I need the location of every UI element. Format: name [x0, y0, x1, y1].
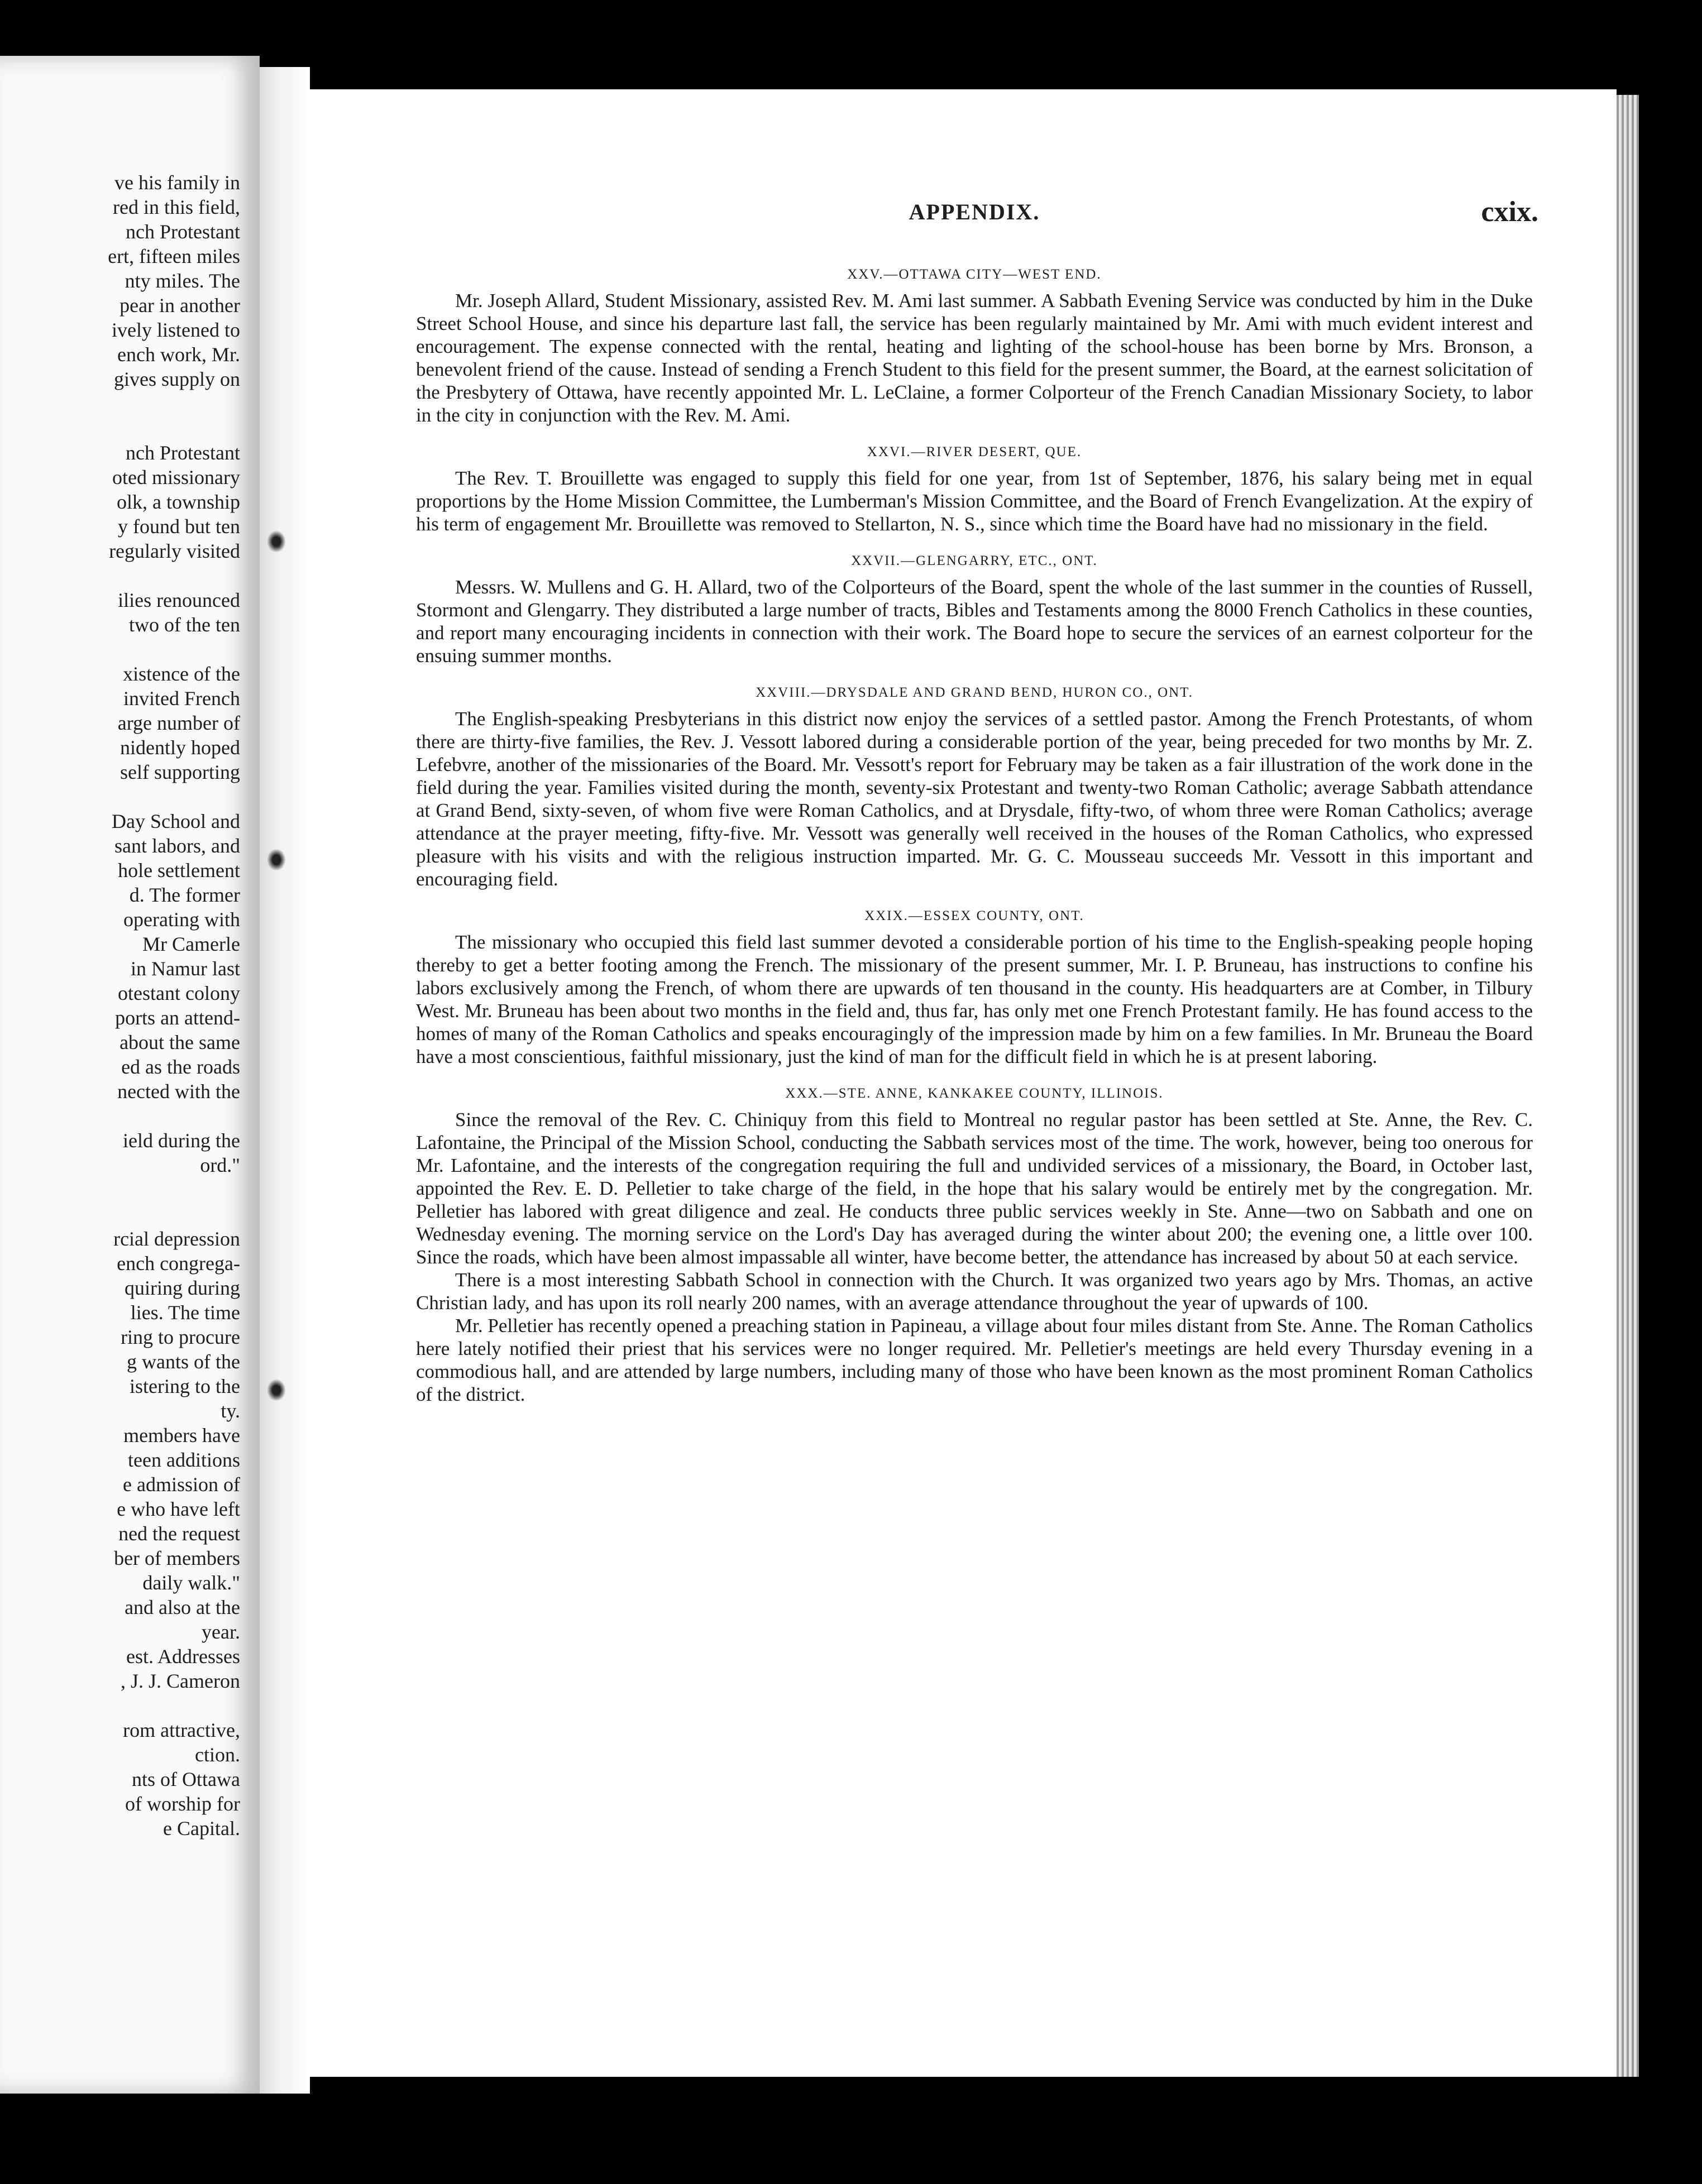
section-heading: XXVI.—RIVER DESERT, QUE. [867, 444, 1082, 459]
facing-page-line: oted missionary [112, 466, 240, 488]
facing-page-line: pear in another [119, 294, 240, 317]
facing-page-line: gives supply on [113, 368, 240, 390]
facing-page-line: ench congrega- [117, 1252, 240, 1275]
binding-hole [267, 849, 286, 871]
section-heading: XXX.—STE. ANNE, KANKAKEE COUNTY, ILLINOIS. [785, 1086, 1164, 1101]
facing-page-line: ty. [221, 1400, 240, 1422]
facing-page-line: e admission of [123, 1473, 240, 1496]
facing-page-gap [0, 391, 246, 416]
facing-page-line: sant labors, and [114, 835, 240, 857]
facing-page-line: ned the request [118, 1522, 240, 1545]
facing-page-line: invited French [123, 687, 240, 710]
facing-page-line: e who have left [117, 1498, 240, 1520]
facing-page-line: year. [202, 1621, 240, 1643]
binding-hole [267, 1379, 286, 1401]
facing-page-line: olk, a township [117, 491, 240, 513]
facing-page-line: e Capital. [163, 1817, 240, 1840]
page-edges [1617, 95, 1639, 2077]
section-paragraph: There is a most interesting Sabbath School in connection with the Church. It was organized two years ago by Mrs. Thomas, an active Christian lady, and has upon its roll nearly 200 names, with an average attendance throughout the year of upwards of 100. [416, 1269, 1533, 1314]
section-paragraph: Since the removal of the Rev. C. Chiniquy from this field to Montreal no regular pastor has been settled at Ste. Anne, the Rev. C. Lafontaine, the Principal of the Mission School, conducting the Sabbath services most of the time. The work, however, being too onerous for Mr. Lafontaine, and the interests of the congregation requiring the full and undivided services of a missionary, the Board, in October last, appointed the Rev. E. D. Pelletier to take charge of the field, in the hope that his salary would be entirely met by the congregation. Mr. Pelletier has labored with great diligence and zeal. He conducts three public services weekly in Ste. Anne—two on Sabbath and one on Wednesday evening. The morning service on the Lord's Day has averaged during the winter about 200; the evening one, a little over 100. Since the roads, which have been almost impassable all winter, have become better, the attendance has increased by about 50 at each service. [416, 1109, 1533, 1268]
facing-page-line: ed as the roads [121, 1056, 240, 1078]
facing-page-gap [0, 784, 246, 809]
facing-page-line: ively listened to [112, 319, 240, 341]
facing-page-line: g wants of the [127, 1350, 240, 1373]
facing-page-line: Mr Camerle [142, 933, 240, 955]
facing-page-line: Day School and [112, 810, 240, 832]
facing-page-line: rom attractive, [123, 1719, 240, 1741]
facing-page-gap [0, 1693, 246, 1718]
facing-page-line: daily walk." [142, 1572, 240, 1594]
facing-page-line: d. The former [129, 884, 240, 906]
facing-page-line: ve his family in [114, 171, 240, 194]
sections [416, 264, 1533, 1406]
facing-page-line: istering to the [130, 1375, 240, 1397]
facing-page-line: of worship for [125, 1793, 240, 1815]
facing-page-gap [0, 637, 246, 662]
facing-page-line: members have [123, 1424, 240, 1447]
facing-page-line: ord." [200, 1154, 240, 1176]
facing-page-line: y found but ten [118, 515, 240, 538]
facing-page-line: nch Protestant [126, 442, 240, 464]
facing-page [0, 56, 260, 2094]
facing-page-line: otestant colony [118, 982, 240, 1004]
section-heading: XXIX.—ESSEX COUNTY, ONT. [864, 908, 1084, 923]
facing-page-line: nty miles. The [125, 270, 240, 292]
facing-page-line: ports an attend- [115, 1007, 240, 1029]
facing-page-line: operating with [123, 908, 240, 931]
facing-page-line: ield during the [123, 1129, 240, 1152]
facing-page-text [0, 170, 246, 1841]
facing-page-line: lies. The time [130, 1301, 240, 1324]
facing-page-line: , J. J. Cameron [121, 1670, 240, 1692]
section-paragraph: The missionary who occupied this field last summer devoted a considerable portion of his time to the English-speaking people hoping thereby to get a better footing among the French. The missionary of the present summer, Mr. I. P. Bruneau, has instructions to confine his labors exclusively among the French, of whom there are upwards of ten thousand in the county. His headquarters are at Comber, in Tilbury West. Mr. Bruneau has been about two months in the field and, thus far, has only met one French Protestant family. He has found access to the homes of many of the Roman Catholics and speaks encouragingly of the impression made by him on a few families. In Mr. Bruneau the Board have a most conscientious, faithful missionary, just the kind of man for the difficult field in which he is at present laboring. [416, 931, 1533, 1067]
page-number: cxix. [1481, 196, 1538, 228]
section-paragraph: Mr. Pelletier has recently opened a preaching station in Papineau, a village about four miles distant from Ste. Anne. The Roman Catholics here lately notified their priest that his services were no longer required. Mr. Pelletier's meetings are held every Thursday evening in a commodious hall, and are attended by large numbers, including many of those who have been known as the most prominent Roman Catholics of the district. [416, 1315, 1533, 1405]
facing-page-line: xistence of the [123, 663, 240, 685]
facing-page-gap [0, 563, 246, 588]
facing-page-line: hole settlement [118, 859, 240, 882]
facing-page-line: nch Protestant [126, 221, 240, 243]
facing-page-gap [0, 416, 246, 440]
running-head [416, 196, 1538, 249]
section-heading: XXV.—OTTAWA CITY—WEST END. [847, 267, 1102, 282]
facing-page-line: ilies renounced [118, 589, 240, 611]
section-heading: XXVII.—GLENGARRY, ETC., ONT. [851, 553, 1098, 568]
section-paragraph: The English-speaking Presbyterians in this district now enjoy the services of a settled pastor. Among the French Protestants, of whom there are thirty-five families, the Rev. J. Vessott labored during a considerable portion of the year, being preceded for two months by Mr. Z. Lefebvre, another of the missionaries of the Board. Mr. Vessott's report for February may be taken as a fair illustration of the work done in the field during the year. Families visited during the month, seventy-six Protestant and twenty-two Roman Catholic; average Sabbath attendance at Grand Bend, sixty-seven, of whom five were Roman Catholics, and at Drysdale, fifty-two, of whom three were Roman Catholics; average attendance at the prayer meeting, fifty-five. Mr. Vessott was generally well received in the houses of the Roman Catholics, who expressed pleasure with his visits and with the religious instruction imparted. Mr. G. C. Mousseau succeeds Mr. Vessott in this important and encouraging field. [416, 708, 1533, 890]
facing-page-line: in Namur last [131, 957, 240, 980]
facing-page-line: ring to procure [121, 1326, 240, 1348]
book-gutter [260, 67, 310, 2094]
facing-page-line: nts of Ottawa [132, 1768, 240, 1790]
facing-page-line: regularly visited [109, 540, 240, 562]
facing-page-line: nidently hoped [120, 736, 240, 759]
facing-page-gap [0, 1104, 246, 1128]
facing-page-line: red in this field, [113, 196, 240, 218]
facing-page-line: rcial depression [113, 1228, 240, 1250]
page-title: APPENDIX. [909, 199, 1040, 224]
facing-page-line: self supporting [120, 761, 240, 783]
section-paragraph: Mr. Joseph Allard, Student Missionary, assisted Rev. M. Ami last summer. A Sabbath Evening Service was conducted by him in the Duke Street School House, and since his departure last fall, the service has been regularly maintained by Mr. Ami with much evident interest and encouragement. The expense connected with the rental, heating and lighting of the school-house has been borne by Mrs. Bronson, a benevolent friend of the cause. Instead of sending a French Student to this field for the present summer, the Board, at the earnest solicitation of the Presbytery of Ottawa, have recently appointed Mr. L. LeClaine, a former Colporteur of the French Canadian Missionary Society, to labor in the city in conjunction with the Rev. M. Ami. [416, 290, 1533, 426]
facing-page-line: teen additions [128, 1449, 240, 1471]
facing-page-line: ber of members [114, 1547, 240, 1569]
facing-page-gap [0, 1202, 246, 1227]
facing-page-gap [0, 1177, 246, 1202]
main-page [310, 89, 1617, 2077]
facing-page-line: arge number of [117, 712, 240, 734]
facing-page-line: quiring during [125, 1277, 240, 1299]
facing-page-line: about the same [119, 1031, 240, 1053]
section-paragraph: Messrs. W. Mullens and G. H. Allard, two of the Colporteurs of the Board, spent the whole of the last summer in the counties of Russell, Stormont and Glengarry. They distributed a large number of tracts, Bibles and Testaments among the 8000 French Catholics in these counties, and report many encouraging incidents in connection with their work. The Board hope to secure the services of an earnest colporteur for the ensuing summer months. [416, 576, 1533, 667]
section-heading: XXVIII.—DRYSDALE AND GRAND BEND, HURON CO., ONT. [756, 685, 1193, 700]
facing-page-line: two of the ten [129, 614, 240, 636]
facing-page-line: ert, fifteen miles [108, 245, 240, 267]
section-paragraph: The Rev. T. Brouillette was engaged to supply this field for one year, from 1st of September, 1876, his salary being met in equal proportions by the Home Mission Committee, the Lumberman's Mission Committee, and the Board of French Evangelization. At the expiry of his term of engagement Mr. Brouillette was removed to Stellarton, N. S., since which time the Board have had no missionary in the field. [416, 467, 1533, 535]
facing-page-line: ench work, Mr. [117, 343, 240, 366]
facing-page-line: and also at the [125, 1596, 240, 1618]
facing-page-line: nected with the [117, 1080, 240, 1103]
page-content [416, 196, 1538, 1406]
binding-hole [267, 530, 286, 553]
facing-page-line: ction. [195, 1744, 240, 1766]
facing-page-line: est. Addresses [126, 1645, 240, 1668]
